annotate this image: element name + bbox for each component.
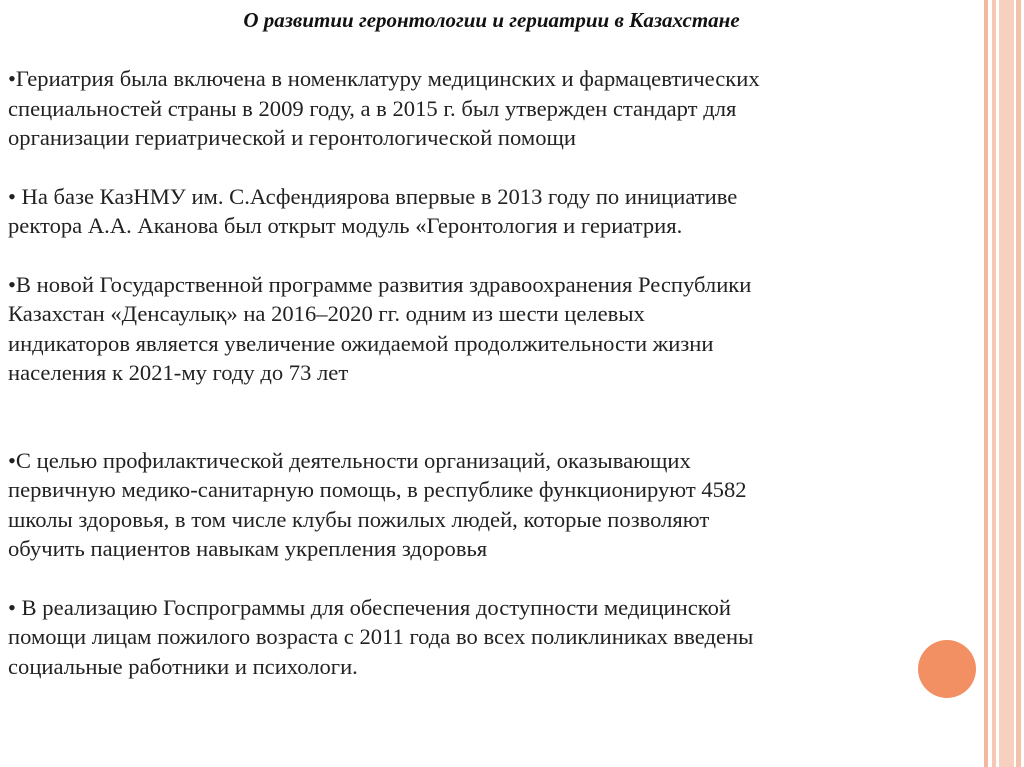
decorative-stripe <box>1016 0 1021 767</box>
bullet-paragraph-state-program: •В новой Государственной программе развития здравоохранения Республики Казахстан «Денсаулық» на 2016–2020 гг. одним из шести целевых индикаторов является увеличение ожидаемой продолжительности жизни населения к 2021-му году до 73 лет <box>8 271 752 385</box>
bullet-paragraph-kaznmu-module: • На базе КазНМУ им. С.Асфендиярова впервые в 2013 году по инициативе ректора А.А. Аканова был открыт модуль «Геронтология и гериатрия. <box>8 183 738 238</box>
decorative-stripe <box>984 0 988 767</box>
bullet-paragraph-social-workers: • В реализацию Госпрограммы для обеспечения доступности медицинской помощи лицам пожилого возраста с 2011 года во всех поликлиниках введены социальные работники и психологи. <box>8 594 754 679</box>
slide-title: О развитии геронтологии и гериатрии в Казахстане <box>243 8 740 32</box>
bullet-paragraph-geriatrics-nomenclature: •Гериатрия была включена в номенклатуру медицинских и фармацевтических специальностей страны в 2009 году, а в 2015 г. был утвержден стандарт для организации гериатрической и геронтологической помощи <box>8 66 760 150</box>
bullet-paragraph-health-schools: •С целью профилактической деятельности организаций, оказывающих первичную медико-санитарную помощь, в республике функционируют 4582 школы здоровья, в том числе клубы пожилых людей, которые позволяют обучить пациентов навыкам укрепления здоровья <box>8 447 747 561</box>
decorative-stripe <box>999 0 1014 767</box>
decorative-stripe <box>992 0 996 767</box>
slide-content <box>8 64 980 681</box>
